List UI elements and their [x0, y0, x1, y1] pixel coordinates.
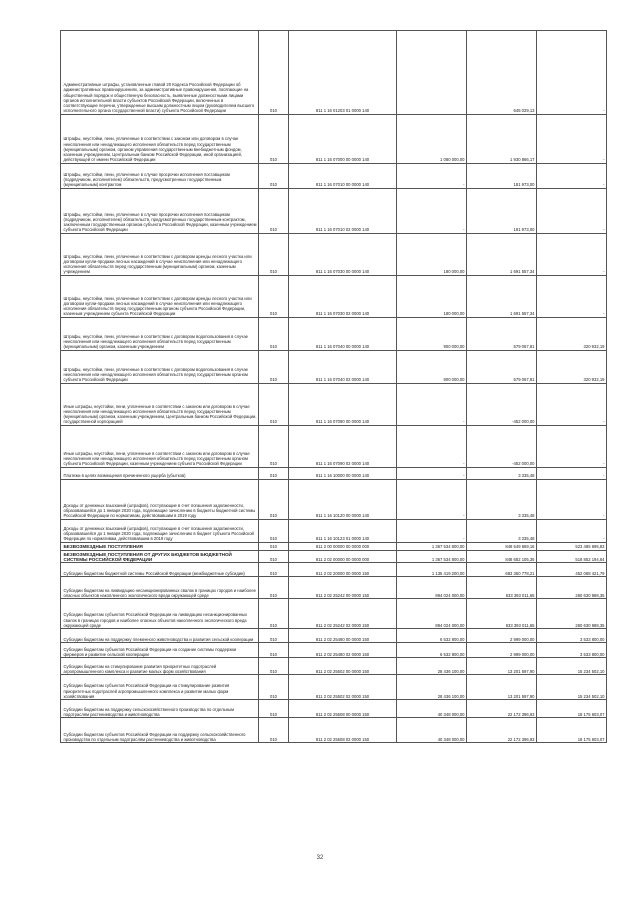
row-unexecuted: 260 630 988,35	[537, 599, 607, 629]
row-kbk: 811 1 16 10000 00 0000 140	[289, 468, 397, 480]
row-unexecuted: 3 533 800,00	[537, 643, 607, 658]
row-kbk: 811 2 02 20000 00 0000 150	[289, 563, 397, 577]
row-code: 010	[259, 480, 289, 520]
page-number: 32	[316, 855, 324, 861]
row-name: Иные штрафы, неустойки, пени, уплаченные в соответствии с законом или договором в случае неисполнения или ненадлежащего исполнения обязательств перед государственным (муниципальным) органом, казенным учреждением, Центральным банком Российской Федерации, государственной корпорацией	[61, 384, 259, 426]
row-plan: 40 348 000,00	[397, 700, 467, 718]
row-plan: 894 024 000,00	[397, 599, 467, 629]
table-row	[61, 700, 607, 718]
row-kbk: 811 1 16 07090 00 0000 140	[289, 384, 397, 426]
row-plan: -	[397, 189, 467, 234]
row-plan: -	[397, 520, 467, 543]
row-plan: -	[397, 384, 467, 426]
row-executed: 181 973,00	[467, 189, 537, 234]
row-unexecuted: -	[537, 31, 607, 115]
row-code: 010	[259, 234, 289, 276]
row-unexecuted: -	[537, 426, 607, 468]
row-name: Платежи в целях возмещения причиненного ущерба (убытков)	[61, 468, 259, 480]
row-name: Субсидии бюджетам субъектов Российской Федерации на стимулирование развития приоритетных подотраслей агропромышленного комплекса и развитие малых форм хозяйствования	[61, 675, 259, 700]
row-unexecuted: -	[537, 189, 607, 234]
row-code: 010	[259, 520, 289, 543]
row-kbk: 811 2 02 00000 00 0000 000	[289, 551, 397, 563]
row-executed: 2 999 000,00	[467, 629, 537, 643]
row-unexecuted: 320 932,19	[537, 351, 607, 384]
row-kbk: 811 1 16 07040 02 0000 140	[289, 351, 397, 384]
row-name: Субсидии бюджетам субъектов Российской Федерации на ликвидацию несанкционированных свалок в границах городов и наиболее опасных объектов накопленного экологического вреда окружающей среде	[61, 599, 259, 629]
row-kbk: 811 2 02 25480 02 0000 150	[289, 643, 397, 658]
row-executed: 848 649 669,16	[467, 543, 537, 551]
row-kbk: 811 2 02 25502 02 0000 150	[289, 675, 397, 700]
table-row	[61, 629, 607, 643]
table-row	[61, 480, 607, 520]
row-unexecuted: 18 175 603,07	[537, 718, 607, 743]
row-name: Административные штрафы, установленные главой 20 Кодекса Российской Федерации об административных правонарушениях, за административные правонарушения, посягающие на общественный порядок и общественную безопасность, выявленные должностными лицами органов исполнительной власти субъектов Российской Федерации, включенных в соответствующие перечни, утвержденные высшим должностным лицом (руководителем высшего исполнительного органа государственной власти) субъекта Российской Федерации	[61, 31, 259, 115]
row-unexecuted: -	[537, 468, 607, 480]
row-plan: 180 000,00	[397, 276, 467, 318]
row-plan: 1 367 534 800,00	[397, 543, 467, 551]
row-plan: 1 135 419 200,00	[397, 563, 467, 577]
row-plan: -	[397, 468, 467, 480]
row-name: Штрафы, неустойки, пени, уплаченные в соответствии с договором аренды лесного участка или договором купли-продажи лесных насаждений в случае неисполнения или ненадлежащего исполнения обязательств перед государственным органом субъекта Российской Федерации, казенным учреждением субъекта Российской Федерации	[61, 276, 259, 318]
row-unexecuted: -	[537, 276, 607, 318]
table-row	[61, 520, 607, 543]
table-row	[61, 658, 607, 675]
row-unexecuted: -	[537, 520, 607, 543]
row-code: 010	[259, 599, 289, 629]
row-unexecuted: -	[537, 234, 607, 276]
row-executed: 1 691 557,34	[467, 234, 537, 276]
row-plan: 6 532 800,00	[397, 643, 467, 658]
row-kbk: 811 1 16 07030 02 0000 140	[289, 276, 397, 318]
row-executed: 2 999 000,00	[467, 643, 537, 658]
row-kbk: 811 2 02 25242 02 0000 150	[289, 599, 397, 629]
row-plan: -	[397, 426, 467, 468]
row-executed: 1 691 557,34	[467, 276, 537, 318]
row-plan: -	[397, 480, 467, 520]
table-row	[61, 384, 607, 426]
table-row	[61, 351, 607, 384]
row-plan	[397, 31, 467, 115]
row-kbk: 811 1 16 07010 02 0000 140	[289, 189, 397, 234]
row-code: 010	[259, 629, 289, 643]
row-code: 010	[259, 31, 289, 115]
row-code: 010	[259, 718, 289, 743]
table-row	[61, 718, 607, 743]
row-plan: 28 436 100,00	[397, 675, 467, 700]
row-code: 010	[259, 577, 289, 599]
row-code: 010	[259, 700, 289, 718]
row-unexecuted: 260 630 988,35	[537, 577, 607, 599]
row-name: Субсидии бюджетам на ликвидацию несанкционированных свалок в границах городов и наиболее опасных объектов накопленного экологического вреда окружающей среде	[61, 577, 259, 599]
row-kbk: 811 1 16 10120 00 0000 140	[289, 480, 397, 520]
table-row	[61, 468, 607, 480]
row-kbk: 811 2 02 25242 00 0000 150	[289, 577, 397, 599]
row-executed: 22 172 396,93	[467, 718, 537, 743]
row-executed: -452 000,00	[467, 384, 537, 426]
row-plan: -	[397, 164, 467, 189]
row-code: 010	[259, 563, 289, 577]
table-row	[61, 189, 607, 234]
row-plan: 180 000,00	[397, 234, 467, 276]
row-executed: 13 201 597,90	[467, 675, 537, 700]
table-row	[61, 563, 607, 577]
row-code: 010	[259, 276, 289, 318]
row-name: Штрафы, неустойки, пени, уплаченные в случае просрочки исполнения поставщиком (подрядчиком, исполнителем) обязательств, предусмотренных государственным контрактом, заключенным государственным органом субъекта Российской Федерации, казенным учреждением субъекта Российской Федерации	[61, 189, 259, 234]
table-row	[61, 234, 607, 276]
row-kbk: 811 2 02 25480 00 0000 150	[289, 629, 397, 643]
row-plan: 894 024 000,00	[397, 577, 467, 599]
row-code: 010	[259, 189, 289, 234]
row-plan: 1 367 534 800,00	[397, 551, 467, 563]
row-name: Штрафы, неустойки, пени, уплаченные в соответствии с договором аренды лесного участка или договором купли-продажи лесных насаждений в случае неисполнения или ненадлежащего исполнения обязательств перед государственным (муниципальным) органом, казенным учреждением	[61, 234, 259, 276]
row-executed: 3 335,48	[467, 468, 537, 480]
row-name: Доходы от денежных взысканий (штрафов), поступающие в счет погашения задолженности, образовавшейся до 1 января 2020 года, подлежащие зачислению в бюджет субъекта Российской Федерации по нормативам, действовавшим в 2019 году	[61, 520, 259, 543]
row-name: Субсидии бюджетам на поддержку сельскохозяйственного производства по отдельным подотраслям растениеводства и животноводства	[61, 700, 259, 718]
row-executed: -452 000,00	[467, 426, 537, 468]
row-executed: 22 172 396,93	[467, 700, 537, 718]
row-code: 010	[259, 551, 289, 563]
table-row	[61, 164, 607, 189]
row-plan: 900 000,00	[397, 318, 467, 351]
table-row	[61, 426, 607, 468]
row-code: 010	[259, 384, 289, 426]
row-executed: 633 393 011,65	[467, 577, 537, 599]
row-kbk: 811 2 00 00000 00 0000 000	[289, 543, 397, 551]
row-code: 010	[259, 468, 289, 480]
row-code: 010	[259, 675, 289, 700]
report-sheet	[60, 30, 606, 743]
row-plan: 6 532 800,00	[397, 629, 467, 643]
row-unexecuted: 15 234 502,10	[537, 675, 607, 700]
table-row	[61, 551, 607, 563]
row-name: БЕЗВОЗМЕЗДНЫЕ ПОСТУПЛЕНИЯ	[61, 543, 259, 551]
row-kbk: 811 1 16 07040 00 0000 140	[289, 318, 397, 351]
row-executed: 181 973,00	[467, 164, 537, 189]
row-executed: 683 350 778,21	[467, 563, 537, 577]
row-code: 010	[259, 318, 289, 351]
row-unexecuted: 3 533 800,00	[537, 629, 607, 643]
table-row	[61, 599, 607, 629]
row-unexecuted: 452 068 421,79	[537, 563, 607, 577]
row-name: Субсидии бюджетам на стимулирование развития приоритетных подотраслей агропромышленного комплекса и развитие малых форм хозяйствования	[61, 658, 259, 675]
row-kbk: 811 1 16 01203 01 0000 140	[289, 31, 397, 115]
row-executed: 579 067,81	[467, 318, 537, 351]
table-row	[61, 31, 607, 115]
row-code: 010	[259, 164, 289, 189]
table-row	[61, 675, 607, 700]
row-executed: 645 029,13	[467, 31, 537, 115]
row-code: 010	[259, 426, 289, 468]
row-name: Штрафы, неустойки, пени, уплаченные в соответствии с законом или договором в случае неисполнения или ненадлежащего исполнения обязательств перед государственным (муниципальным) органом, органом управления государственным внебюджетным фондом, казенным учреждением, Центральным банком Российской Федерации, иной организацией, действующей от имени Российской Федерации	[61, 115, 259, 164]
row-kbk: 811 1 16 07030 00 0000 140	[289, 234, 397, 276]
row-kbk: 811 1 16 07090 02 0000 140	[289, 426, 397, 468]
revenue-table-body	[61, 31, 607, 743]
row-name: Штрафы, неустойки, пени, уплаченные в соответствии с договором водопользования в случае неисполнения или ненадлежащего исполнения обязательств перед государственным (муниципальным) органом, казенным учреждением	[61, 318, 259, 351]
row-kbk: 811 2 02 25508 02 0000 150	[289, 718, 397, 743]
row-name: Субсидии бюджетам бюджетной системы Российской Федерации (межбюджетные субсидии)	[61, 563, 259, 577]
row-plan: 1 080 000,00	[397, 115, 467, 164]
row-unexecuted: 18 175 603,07	[537, 700, 607, 718]
row-unexecuted: 518 852 194,64	[537, 551, 607, 563]
row-kbk: 811 1 16 07000 00 0000 140	[289, 115, 397, 164]
row-unexecuted: 15 234 502,10	[537, 658, 607, 675]
table-row	[61, 543, 607, 551]
row-unexecuted: 320 932,19	[537, 318, 607, 351]
row-unexecuted: -	[537, 115, 607, 164]
row-name: Штрафы, неустойки, пени, уплаченные в соответствии с договором водопользования в случае неисполнения или ненадлежащего исполнения обязательств перед государственным органом субъекта Российской Федерации	[61, 351, 259, 384]
row-name: Субсидии бюджетам субъектов Российской Федерации на поддержку сельскохозяйственного производства по отдельным подотраслям растениеводства и животноводства	[61, 718, 259, 743]
table-row	[61, 318, 607, 351]
row-executed: 13 201 597,90	[467, 658, 537, 675]
row-executed: 579 067,81	[467, 351, 537, 384]
row-executed: 3 335,48	[467, 520, 537, 543]
row-executed: 633 393 011,65	[467, 599, 537, 629]
row-code: 010	[259, 115, 289, 164]
row-code: 010	[259, 658, 289, 675]
row-name: Субсидии бюджетам на поддержку племенного животноводства и развития сельской кооперации	[61, 629, 259, 643]
row-executed: 1 930 866,17	[467, 115, 537, 164]
row-kbk: 811 1 16 10123 01 0000 140	[289, 520, 397, 543]
row-name: Доходы от денежных взысканий (штрафов), поступающие в счет погашения задолженности, образовавшейся до 1 января 2020 года, подлежащие зачислению в бюджеты бюджетной системы Российской Федерации по нормативам, действовавшим в 2019 году	[61, 480, 259, 520]
row-plan: 40 348 000,00	[397, 718, 467, 743]
row-executed: 3 335,48	[467, 480, 537, 520]
table-row	[61, 276, 607, 318]
row-kbk: 811 1 16 07010 00 0000 140	[289, 164, 397, 189]
row-code: 010	[259, 351, 289, 384]
row-code: 010	[259, 643, 289, 658]
table-row	[61, 115, 607, 164]
row-plan: 900 000,00	[397, 351, 467, 384]
table-row	[61, 577, 607, 599]
row-name: БЕЗВОЗМЕЗДНЫЕ ПОСТУПЛЕНИЯ ОТ ДРУГИХ БЮДЖЕТОВ БЮДЖЕТНОЙ СИСТЕМЫ РОССИЙСКОЙ ФЕДЕРАЦИИ	[61, 551, 259, 563]
row-name: Субсидии бюджетам субъектов Российской Федерации на создание системы поддержки фермеров и развитие сельской кооперации	[61, 643, 259, 658]
row-plan: 28 436 100,00	[397, 658, 467, 675]
row-kbk: 811 2 02 25508 00 0000 150	[289, 700, 397, 718]
row-unexecuted: -	[537, 480, 607, 520]
row-kbk: 811 2 02 25502 00 0000 150	[289, 658, 397, 675]
row-code: 010	[259, 543, 289, 551]
table-row	[61, 643, 607, 658]
row-name: Штрафы, неустойки, пени, уплаченные в случае просрочки исполнения поставщиком (подрядчиком, исполнителем) обязательств, предусмотренных государственным (муниципальным) контрактом	[61, 164, 259, 189]
revenue-table	[60, 30, 607, 743]
row-unexecuted: -	[537, 164, 607, 189]
row-unexecuted: -	[537, 384, 607, 426]
row-executed: 848 682 105,36	[467, 551, 537, 563]
row-unexecuted: 523 485 695,83	[537, 543, 607, 551]
row-name: Иные штрафы, неустойки, пени, уплаченные в соответствии с законом или договором в случае неисполнения или ненадлежащего исполнения обязательств перед государственным органом субъекта Российской Федерации, казенным учреждением субъекта Российской Федерации	[61, 426, 259, 468]
